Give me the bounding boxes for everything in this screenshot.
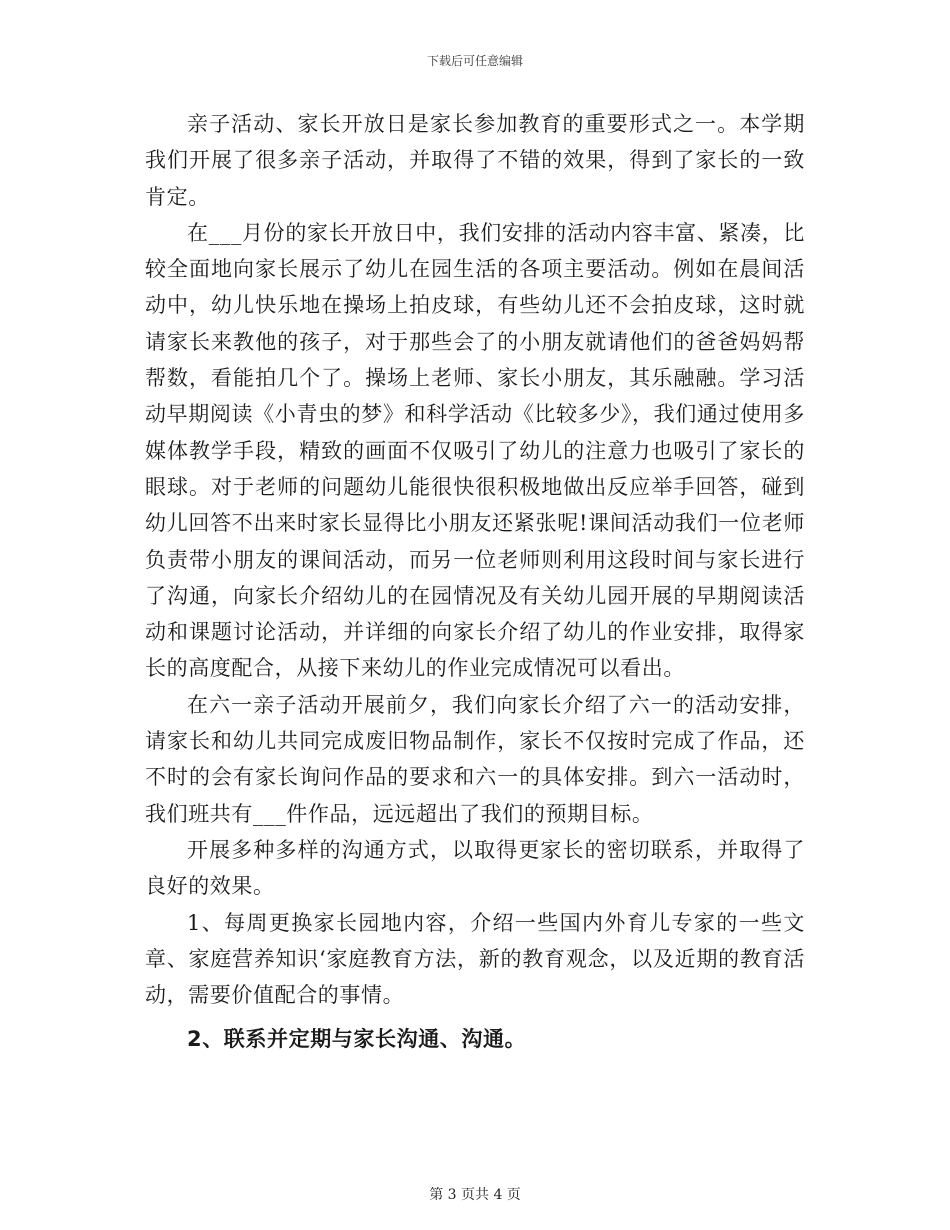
- paragraph-item-1: 1、每周更换家长园地内容，介绍一些国内外育儿专家的一些文章、家庭营养知识‘家庭教育方法，新的教育观念，以及近期的教育活动，需要价值配合的事情。: [145, 910, 805, 1008]
- page-header-note: 下载后可任意编辑: [426, 54, 523, 68]
- document-body: [145, 106, 805, 1058]
- paragraph-june-first: 在六一亲子活动开展前夕，我们向家长介绍了六一的活动安排，请家长和幼儿共同完成废旧物品制作，家长不仅按时完成了作品，还不时的会有家长询问作品的要求和六一的具体安排。到六一活动时，我们班共有___件作品，远远超出了我们的预期目标。: [145, 692, 805, 826]
- page-number: 第 3 页共 4 页: [429, 1187, 521, 1203]
- paragraph-communication: 开展多种多样的沟通方式，以取得更家长的密切联系，并取得了良好的效果。: [145, 837, 805, 899]
- paragraph-open-day: 在___月份的家长开放日中，我们安排的活动内容丰富、紧凑，比较全面地向家长展示了幼儿在园生活的各项主要活动。例如在晨间活动中，幼儿快乐地在操场上拍皮球，有些幼儿还不会拍皮球，这时就请家长来教他的孩子，对于那些会了的小朋友就请他们的爸爸妈妈帮帮数，看能拍几个了。操场上老师、家长小朋友，其乐融融。学习活动早期阅读《小青虫的梦》和科学活动《比较多少》，我们通过使用多媒体教学手段，精致的画面不仅吸引了幼儿的注意力也吸引了家长的眼球。对于老师的问题幼儿能很快很积极地做出反应举手回答，碰到幼儿回答不出来时家长显得比小朋友还紧张呢!课间活动我们一位老师负责带小朋友的课间活动，而另一位老师则利用这段时间与家长进行了沟通，向家长介绍幼儿的在园情况及有关幼儿园开展的早期阅读活动和课题讨论活动，并详细的向家长介绍了幼儿的作业安排，取得家长的高度配合，从接下来幼儿的作业完成情况可以看出。: [145, 220, 805, 681]
- paragraph-intro: 亲子活动、家长开放日是家长参加教育的重要形式之一。本学期我们开展了很多亲子活动，并取得了不错的效果，得到了家长的一致肯定。: [145, 112, 805, 209]
- paragraph-item-2-heading: 2、联系并定期与家长沟通、沟通。: [187, 1027, 527, 1052]
